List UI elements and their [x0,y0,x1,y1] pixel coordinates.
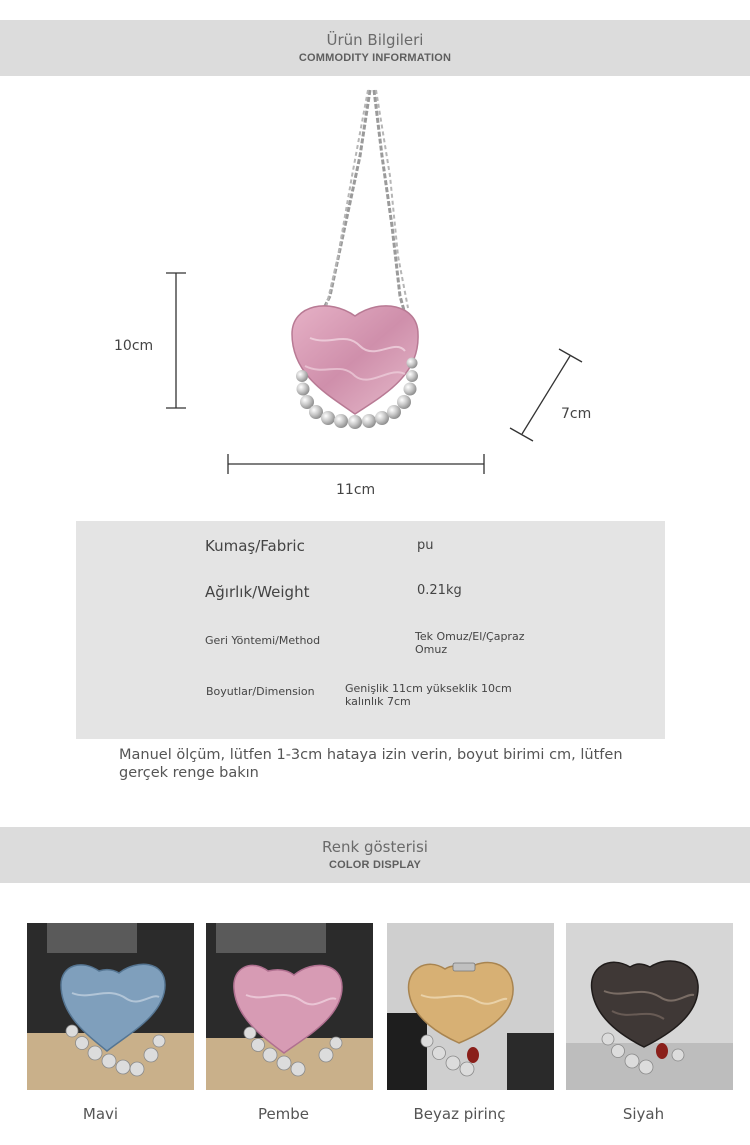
spec-label-dimension: Boyutlar/Dimension [206,685,315,698]
spec-value-dimension: Genişlik 11cm yükseklik 10cm kalınlık 7cm [345,682,512,708]
spec-label-weight: Ağırlık/Weight [205,583,310,601]
spec-value-method: Tek Omuz/El/Çapraz Omuz [415,630,525,656]
color-display-title-en: COLOR DISPLAY [328,859,422,871]
spec-label-fabric: Kumaş/Fabric [205,537,305,555]
color-swatch-pink[interactable] [206,923,373,1090]
color-display-title-tr: Renk gösterisi [322,838,428,856]
color-label-black: Siyah [622,1105,665,1123]
color-label-beige: Beyaz pirinç [413,1105,506,1123]
spec-value-weight: 0.21kg [417,583,462,598]
width-label: 11cm [336,482,376,498]
commodity-info-header [0,20,750,76]
commodity-info-title-tr: Ürün Bilgileri [326,31,424,49]
color-swatch-blue[interactable] [27,923,194,1090]
product-dimension-illustration [0,76,750,516]
measurement-note: Manuel ölçüm, lütfen 1-3cm hataya izin verin, boyut birimi cm, lütfen gerçek renge bakın [119,747,623,781]
spec-table [76,521,665,739]
depth-label: 7cm [561,406,592,422]
spec-label-method: Geri Yöntemi/Method [205,634,321,647]
bag-drawing [0,76,750,516]
color-swatch-black[interactable] [566,923,733,1090]
color-display-header [0,827,750,883]
spec-value-fabric: pu [417,538,434,553]
color-swatch-beige[interactable] [387,923,554,1090]
color-label-blue: Mavi [82,1105,119,1123]
commodity-info-title-en: COMMODITY INFORMATION [298,52,452,64]
height-label: 10cm [114,338,154,354]
color-label-pink: Pembe [257,1105,310,1123]
